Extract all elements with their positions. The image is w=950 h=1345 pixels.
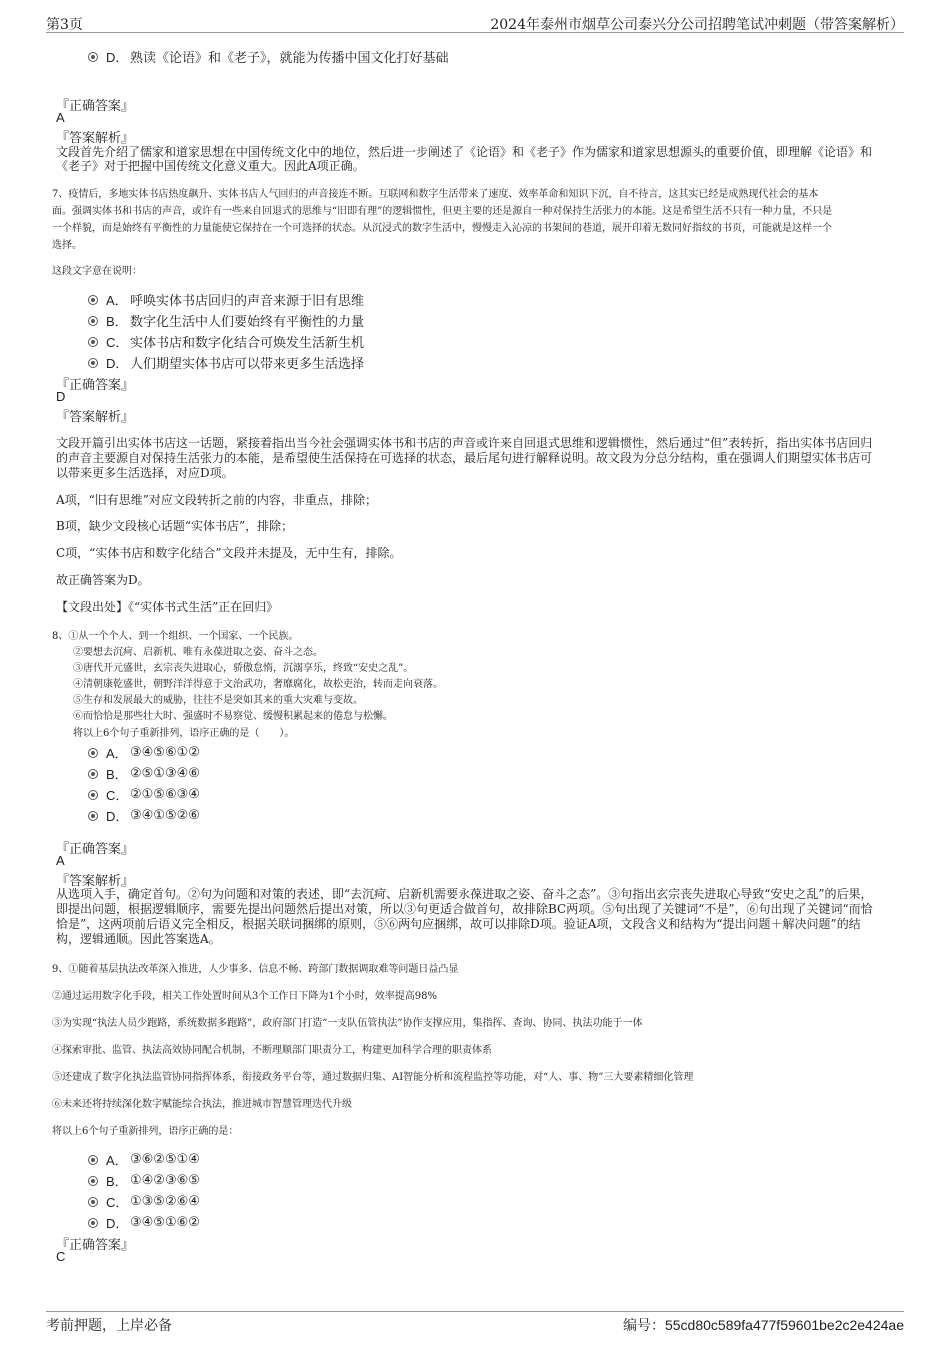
option-letter: B．: [106, 767, 128, 782]
radio-icon[interactable]: [88, 790, 98, 800]
option-text: 数字化生活中人们要始终有平衡性的力量: [130, 315, 365, 330]
q7-stem-line: 选择。: [52, 240, 82, 251]
serial-number: 55cd80c589fa477f59601be2c2e424ae: [664, 1317, 904, 1333]
q7-analysis-label: 『答案解析』: [56, 410, 135, 425]
q8-analysis-line: 构，逻辑通顺。因此答案选A。: [56, 932, 221, 946]
radio-icon[interactable]: [88, 1197, 98, 1207]
q9-stem-line: ⑥未来还将持续深化数字赋能综合执法，推进城市智慧管理迭代升级: [52, 1099, 352, 1110]
q7-option-a[interactable]: [88, 290, 364, 309]
option-letter: A．: [106, 1153, 128, 1168]
document-title: 2024年泰州市烟草公司泰兴分公司招聘笔试冲刺题（带答案解析）: [490, 17, 904, 33]
q6-answer: A: [56, 110, 65, 125]
page-footer: [46, 1311, 904, 1337]
q7-prompt: 这段文字意在说明：: [52, 266, 142, 277]
q9-option-d[interactable]: [88, 1213, 200, 1232]
option-text: ③④⑤⑥①②: [130, 745, 200, 760]
q6-answer-label: 『正确答案』: [56, 99, 135, 114]
option-text: 人们期望实体书店可以带来更多生活选择: [130, 357, 365, 372]
radio-icon[interactable]: [88, 748, 98, 758]
option-letter: C．: [106, 335, 129, 350]
q7-source: 【文段出处】《“实体书式生活”正在回归》: [56, 600, 279, 614]
q8-stem-line: ③唐代开元盛世，玄宗丧失进取心，骄傲怠惰，沉溺享乐，终致“安史之乱”。: [73, 663, 414, 674]
option-text: ①④②③⑥⑤: [130, 1173, 200, 1188]
q7-stem-line: 一个样貌，而是始终有平衡性的力量能使它保持在一个可选择的状态。从沉浸式的数字生活中，慢慢走入沁凉的书架间的巷道，展开印着无数同好指纹的书页，可能就是这样一个: [52, 223, 832, 234]
q9-stem-line: ③为实现“执法人员少跑路，系统数据多跑路”，政府部门打造“一支队伍管执法”协作支撑应用，集指挥、查询、协同、执法功能于一体: [52, 1018, 643, 1029]
q9-stem-line: 9、①随着基层执法改革深入推进，人少事多、信息不畅、跨部门数据调取难等问题日益凸显: [52, 964, 459, 975]
q9-stem-line: 将以上6个句子重新排列，语序正确的是：: [52, 1126, 239, 1137]
q8-analysis-line: 即提出问题，根据逻辑顺序，需要先提出问题然后提出对策，所以③句更适合做首句，故排除BC两项。⑤句出现了关键词“不是”，⑥句出现了关键词“而恰: [56, 902, 873, 916]
radio-icon[interactable]: [88, 295, 98, 305]
q6-analysis-line: 文段首先介绍了儒家和道家思想在中国传统文化中的地位，然后进一步阐述了《论语》和《老子》作为儒家和道家思想源头的重要价值，即理解《论语》和: [56, 145, 873, 159]
q7-stem-line: 面。强调实体书和书店的声音，或许有一些来自回退式的思维与“旧即有理”的逻辑惯性，但更主要的还是源自一种对保持生活张力的本能。这是希望生活不只有一种力量，不只是: [52, 206, 833, 217]
q7-analysis-line: 的声音主要源自对保持生活张力的本能，是希望使生活保持在可选择的状态，最后尾句进行解释说明。故文段为分总分结构，重在强调人们期望实体书店可: [56, 451, 873, 465]
option-text: ③④⑤①⑥②: [130, 1215, 200, 1230]
q9-stem-line: ⑤还建成了数字化执法监管协同指挥体系，衔接政务平台等，通过数据归集、AI智能分析和流程监控等功能，对“人、事、物”三大要素精细化管理: [52, 1072, 694, 1083]
option-letter: A．: [106, 746, 128, 761]
option-text: ③⑥②⑤①④: [130, 1152, 200, 1167]
q9-answer: C: [56, 1249, 66, 1264]
q7-analysis-line: 文段开篇引出实体书店这一话题，紧接着指出当今社会强调实体书和书店的声音或许来自回退式思维和逻辑惯性，然后通过“但”表转折，指出实体书店回归: [56, 436, 873, 450]
q8-stem-line: 8、①从一个个人、到一个组织、一个国家、一个民族。: [52, 631, 299, 642]
option-text: 呼唤实体书店回归的声音来源于旧有思维: [130, 294, 365, 309]
option-letter: B．: [106, 314, 128, 329]
radio-icon[interactable]: [88, 52, 98, 62]
q8-analysis-line: 恰是”，这两项前后语义完全相反，根据关联词捆绑的原则，⑤⑥两句应捆绑，故可以排除D项。验证A项，文段含义和结构为“提出问题＋解决问题”的结: [56, 917, 861, 931]
q8-stem-line: ⑥而恰恰是那些壮大时、强盛时不易察觉、缓慢积累起来的倦怠与松懈。: [73, 711, 393, 722]
q8-stem-line: ②要想去沉疴、启新机、唯有永葆进取之姿、奋斗之态。: [73, 647, 323, 658]
q7-option-c[interactable]: [88, 332, 364, 351]
q8-analysis-label: 『答案解析』: [56, 874, 135, 889]
q7-analysis-point: A项，“旧有思维”对应文段转折之前的内容，非重点，排除；: [56, 493, 377, 507]
q8-answer-label: 『正确答案』: [56, 842, 135, 857]
q7-stem-line: 7、疫情后，多地实体书店热度飙升、实体书店人气回归的声音接连不断。互联网和数字生活带来了速度、效率革命和知识下沉，自不待言，这其实已经是成熟现代社会的基本: [52, 189, 819, 200]
radio-icon[interactable]: [88, 811, 98, 821]
page-header: [46, 12, 904, 33]
q8-analysis-line: 从选项入手，确定首句。②句为问题和对策的表述，即“去沉疴、启新机需要永葆进取之姿、奋斗之态”。③句指出玄宗丧失进取心导致“安史之乱”的后果，: [56, 887, 873, 901]
option-letter: C．: [106, 788, 129, 803]
q8-answer: A: [56, 853, 65, 868]
q9-option-a[interactable]: [88, 1150, 200, 1169]
q7-analysis-point: 故正确答案为D。: [56, 573, 150, 587]
q6-option-d[interactable]: [88, 47, 449, 66]
q9-option-c[interactable]: [88, 1192, 200, 1211]
option-text: ③④①⑤②⑥: [130, 808, 200, 823]
footer-serial: [623, 1315, 904, 1335]
q7-option-d[interactable]: [88, 353, 364, 372]
option-text: 熟读《论语》和《老子》，就能为传播中国文化打好基础: [130, 51, 449, 66]
option-text: ②⑤①③④⑥: [130, 766, 200, 781]
q7-answer: D: [56, 389, 66, 404]
q6-analysis-line: 《老子》对于把握中国传统文化意义重大。因此A项正确。: [56, 159, 365, 173]
radio-icon[interactable]: [88, 1155, 98, 1165]
q7-analysis-point: B项，缺少文段核心话题“实体书店”，排除；: [56, 519, 294, 533]
q9-option-b[interactable]: [88, 1171, 200, 1190]
option-letter: D．: [106, 1216, 129, 1231]
q8-option-a[interactable]: [88, 743, 200, 762]
page-number: 第3页: [46, 17, 83, 33]
radio-icon[interactable]: [88, 1176, 98, 1186]
q7-analysis-point: C项，“实体书店和数字化结合”文段并未提及，无中生有，排除。: [56, 546, 402, 560]
footer-motto: 考前押题，上岸必备: [46, 1318, 172, 1334]
q9-stem-line: ④探索审批、监管、执法高效协同配合机制，不断理顺部门职责分工，构建更加科学合理的职责体系: [52, 1045, 492, 1056]
q8-stem-line: ④清朝康乾盛世，朝野洋洋得意于文治武功，奢靡腐化，故松吏治，转而走向衰落。: [73, 679, 443, 690]
q7-option-b[interactable]: [88, 311, 364, 330]
q9-answer-label: 『正确答案』: [56, 1238, 135, 1253]
q8-stem-line: 将以上6个句子重新排列，语序正确的是（ ）。: [73, 728, 295, 739]
radio-icon[interactable]: [88, 358, 98, 368]
option-letter: D．: [106, 50, 129, 65]
q8-option-b[interactable]: [88, 764, 200, 783]
option-letter: C．: [106, 1195, 129, 1210]
option-letter: B．: [106, 1174, 128, 1189]
q9-stem-line: ②通过运用数字化手段，相关工作处置时间从3个工作日下降为1个小时，效率提高98%: [52, 991, 437, 1002]
q8-stem-line: ⑤生存和发展最大的威胁，往往不是突如其来的重大灾难与变故。: [73, 695, 363, 706]
q7-answer-label: 『正确答案』: [56, 378, 135, 393]
option-text: ②①⑤⑥③④: [130, 787, 200, 802]
q8-option-c[interactable]: [88, 785, 200, 804]
radio-icon[interactable]: [88, 316, 98, 326]
option-letter: D．: [106, 356, 129, 371]
q8-option-d[interactable]: [88, 806, 200, 825]
option-text: ①③⑤②⑥④: [130, 1194, 200, 1209]
radio-icon[interactable]: [88, 1218, 98, 1228]
q7-analysis-line: 以带来更多生活选择，对应D项。: [56, 466, 234, 480]
serial-label: 编号：: [622, 1318, 665, 1334]
radio-icon[interactable]: [88, 769, 98, 779]
option-text: 实体书店和数字化结合可焕发生活新生机: [130, 336, 365, 351]
q6-analysis-label: 『答案解析』: [56, 131, 135, 146]
option-letter: D．: [106, 809, 129, 824]
radio-icon[interactable]: [88, 337, 98, 347]
option-letter: A．: [106, 293, 128, 308]
